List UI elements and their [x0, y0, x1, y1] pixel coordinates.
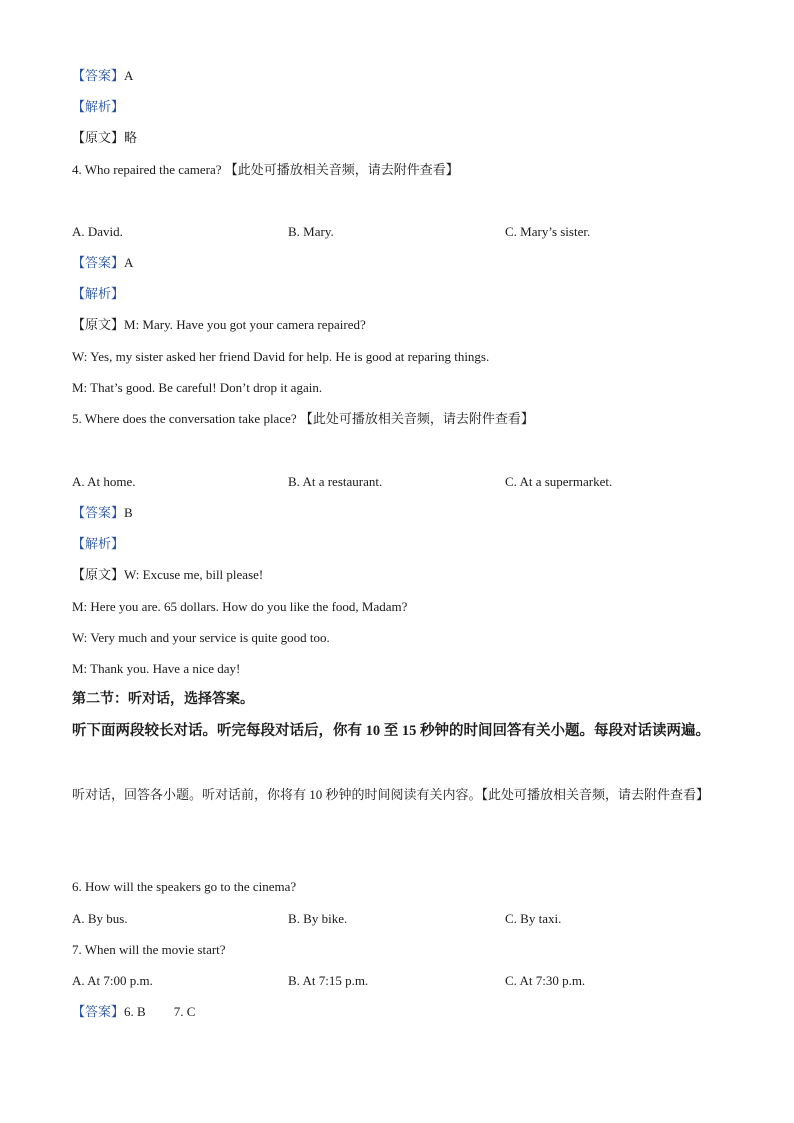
- answer-value: A: [124, 68, 134, 83]
- option-a: A. By bus.: [72, 911, 128, 926]
- answer-value: B: [124, 505, 133, 520]
- analysis-line: [72, 286, 124, 302]
- option-a: A. At home.: [72, 474, 136, 489]
- original-line: [72, 317, 366, 333]
- original-line: [72, 130, 137, 146]
- dialogue-line: M: Here you are. 65 dollars. How do you like the food, Madam?: [72, 599, 408, 614]
- option-a: A. At 7:00 p.m.: [72, 973, 153, 988]
- question-6: 6. How will the speakers go to the cinema?: [72, 879, 297, 894]
- original-line: [72, 567, 263, 583]
- answer-line: [72, 505, 133, 521]
- answer-value: A: [124, 255, 134, 270]
- answer-tag: 【答案】: [72, 1004, 125, 1019]
- section-title: 第二节：听对话，选择答案。: [72, 692, 254, 707]
- answer-line: [72, 1004, 195, 1020]
- original-value: 略: [124, 130, 138, 145]
- option-c: C. At 7:30 p.m.: [505, 973, 586, 988]
- section-note: 听对话，回答各小题。听对话前，你将有 10 秒钟的时间阅读有关内容。【此处可播放相关音频，请去附件查看】: [72, 787, 710, 802]
- option-c: C. Mary’s sister.: [505, 224, 591, 239]
- analysis-line: [72, 536, 124, 552]
- original-tag: 【原文】: [72, 317, 125, 332]
- analysis-tag: 【解析】: [72, 536, 125, 551]
- answer-line: [72, 255, 133, 271]
- option-c: C. By taxi.: [505, 911, 562, 926]
- option-b: B. At 7:15 p.m.: [288, 973, 369, 988]
- analysis-tag: 【解析】: [72, 286, 125, 301]
- question-4: 4. Who repaired the camera? 【此处可播放相关音频，请去附件查看】: [72, 162, 459, 177]
- answer-tag: 【答案】: [72, 255, 125, 270]
- answer-value: 6. B: [124, 1004, 146, 1019]
- dialogue-line: M: Thank you. Have a nice day!: [72, 661, 241, 676]
- dialogue-line: W: Yes, my sister asked her friend David for help. He is good at reparing things.: [72, 349, 490, 364]
- answer-tag: 【答案】: [72, 68, 125, 83]
- original-tag: 【原文】: [72, 567, 125, 582]
- original-tag: 【原文】: [72, 130, 125, 145]
- option-a: A. David.: [72, 224, 123, 239]
- answer-value: 7. C: [173, 1004, 196, 1019]
- option-c: C. At a supermarket.: [505, 474, 613, 489]
- option-b: B. By bike.: [288, 911, 348, 926]
- section-instructions: 听下面两段较长对话。听完每段对话后，你有 10 至 15 秒钟的时间回答有关小题。每段对话读两遍。: [72, 723, 710, 739]
- dialogue-line: W: Very much and your service is quite good too.: [72, 630, 330, 645]
- question-7: 7. When will the movie start?: [72, 942, 226, 957]
- question-5: 5. Where does the conversation take place? 【此处可播放相关音频，请去附件查看】: [72, 411, 534, 426]
- answer-line: [72, 68, 133, 84]
- option-b: B. At a restaurant.: [288, 474, 383, 489]
- option-b: B. Mary.: [288, 224, 334, 239]
- dialogue-line: M: That’s good. Be careful! Don’t drop it again.: [72, 380, 323, 395]
- answer-tag: 【答案】: [72, 505, 125, 520]
- dialogue-line: W: Excuse me, bill please!: [124, 567, 264, 582]
- analysis-line: [72, 99, 124, 115]
- analysis-tag: 【解析】: [72, 99, 125, 114]
- dialogue-line: M: Mary. Have you got your camera repaired?: [124, 317, 366, 332]
